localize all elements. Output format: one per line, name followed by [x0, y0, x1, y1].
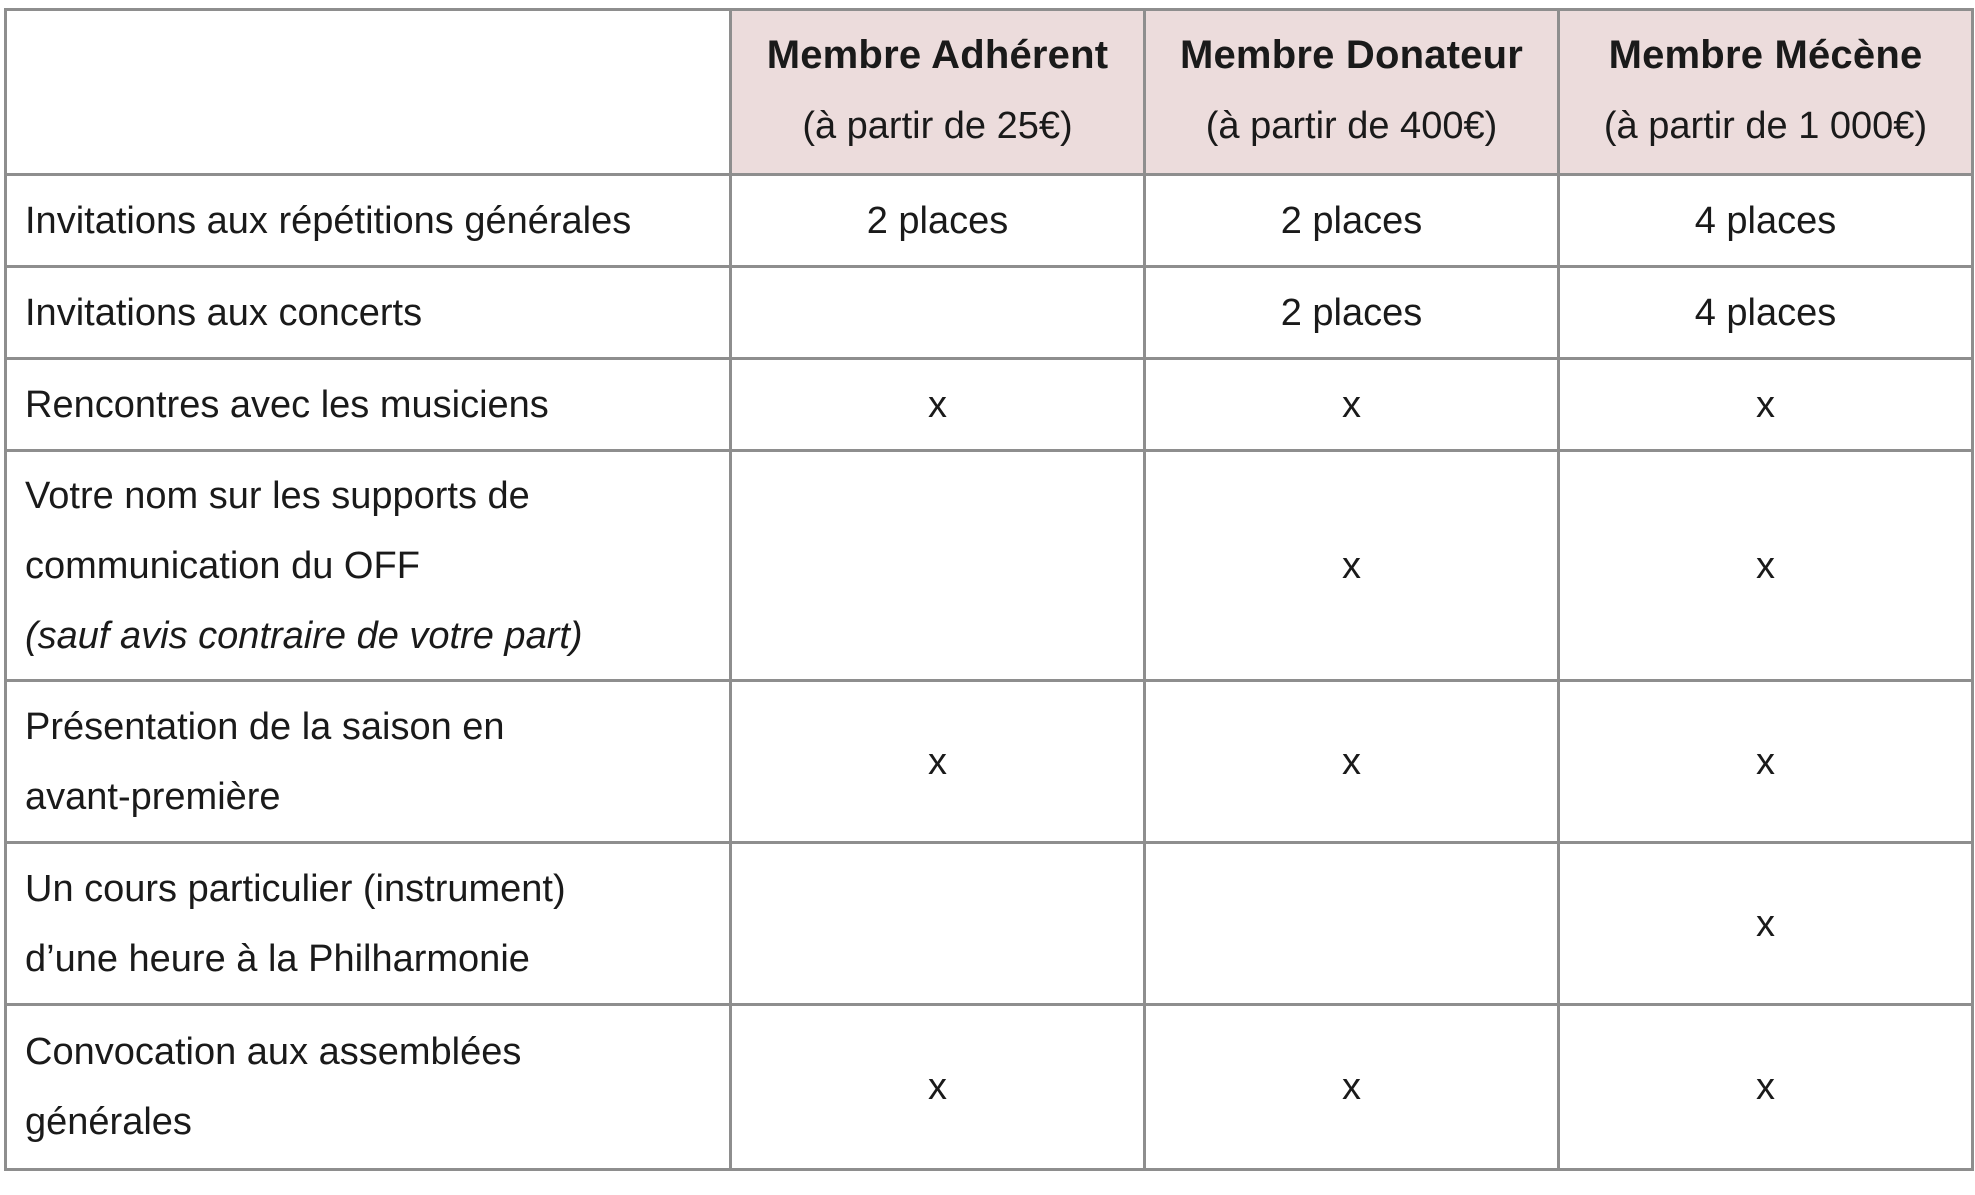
value-cell [731, 267, 1145, 359]
feature-label: Rencontres avec les musiciens [25, 383, 549, 426]
feature-label: d’une heure à la Philharmonie [25, 937, 530, 980]
feature-cell [6, 843, 731, 1005]
header-row [6, 10, 1973, 175]
value-cell: 2 places [1145, 175, 1559, 267]
feature-label: avant-première [25, 775, 281, 818]
value-cell: 4 places [1559, 267, 1973, 359]
value-cell: x [1145, 451, 1559, 681]
value-cell: x [1559, 451, 1973, 681]
feature-cell [6, 267, 731, 359]
feature-label: générales [25, 1101, 192, 1143]
tier-name: Membre Mécène [1608, 33, 1923, 77]
feature-cell [6, 451, 731, 681]
table-row [6, 175, 1973, 267]
feature-note: (sauf avis contraire de votre part) [25, 614, 583, 657]
value-cell: x [1145, 359, 1559, 451]
feature-cell [6, 681, 731, 843]
table-row [6, 843, 1973, 1005]
tier-header-donateur [1145, 10, 1559, 175]
table-row [6, 267, 1973, 359]
value-cell: x [731, 1005, 1145, 1170]
feature-label: Votre nom sur les supports de [25, 474, 530, 517]
feature-cell [6, 1005, 731, 1170]
tier-header-adherent [731, 10, 1145, 175]
value-cell: x [1559, 843, 1973, 1005]
value-cell: x [1559, 359, 1973, 451]
value-cell: x [1559, 1005, 1973, 1170]
value-cell: x [731, 681, 1145, 843]
feature-cell [6, 359, 731, 451]
value-cell: 2 places [731, 175, 1145, 267]
tier-price: (à partir de 400€) [1205, 105, 1498, 147]
header-corner-cell [6, 10, 731, 175]
table-row [6, 451, 1973, 681]
feature-label: communication du OFF [25, 544, 420, 587]
value-cell [1145, 843, 1559, 1005]
value-cell: x [1559, 681, 1973, 843]
value-cell: 4 places [1559, 175, 1973, 267]
value-cell [731, 843, 1145, 1005]
feature-label: Un cours particulier (instrument) [25, 867, 566, 910]
feature-label: Invitations aux répétitions générales [25, 199, 632, 242]
table-row [6, 1005, 1973, 1170]
feature-label: Invitations aux concerts [25, 291, 423, 334]
tier-name: Membre Adhérent [766, 33, 1109, 77]
value-cell: x [1145, 681, 1559, 843]
table-row [6, 359, 1973, 451]
membership-benefits-table [4, 8, 1974, 1171]
value-cell: x [1145, 1005, 1559, 1170]
tier-name: Membre Donateur [1179, 33, 1524, 77]
tier-price: (à partir de 1 000€) [1603, 105, 1928, 147]
value-cell [731, 451, 1145, 681]
feature-label: Convocation aux assemblées [25, 1031, 522, 1073]
value-cell: 2 places [1145, 267, 1559, 359]
tier-header-mecene [1559, 10, 1973, 175]
value-cell: x [731, 359, 1145, 451]
feature-label: Présentation de la saison en [25, 705, 505, 748]
feature-cell [6, 175, 731, 267]
table-row [6, 681, 1973, 843]
tier-price: (à partir de 25€) [802, 105, 1073, 147]
